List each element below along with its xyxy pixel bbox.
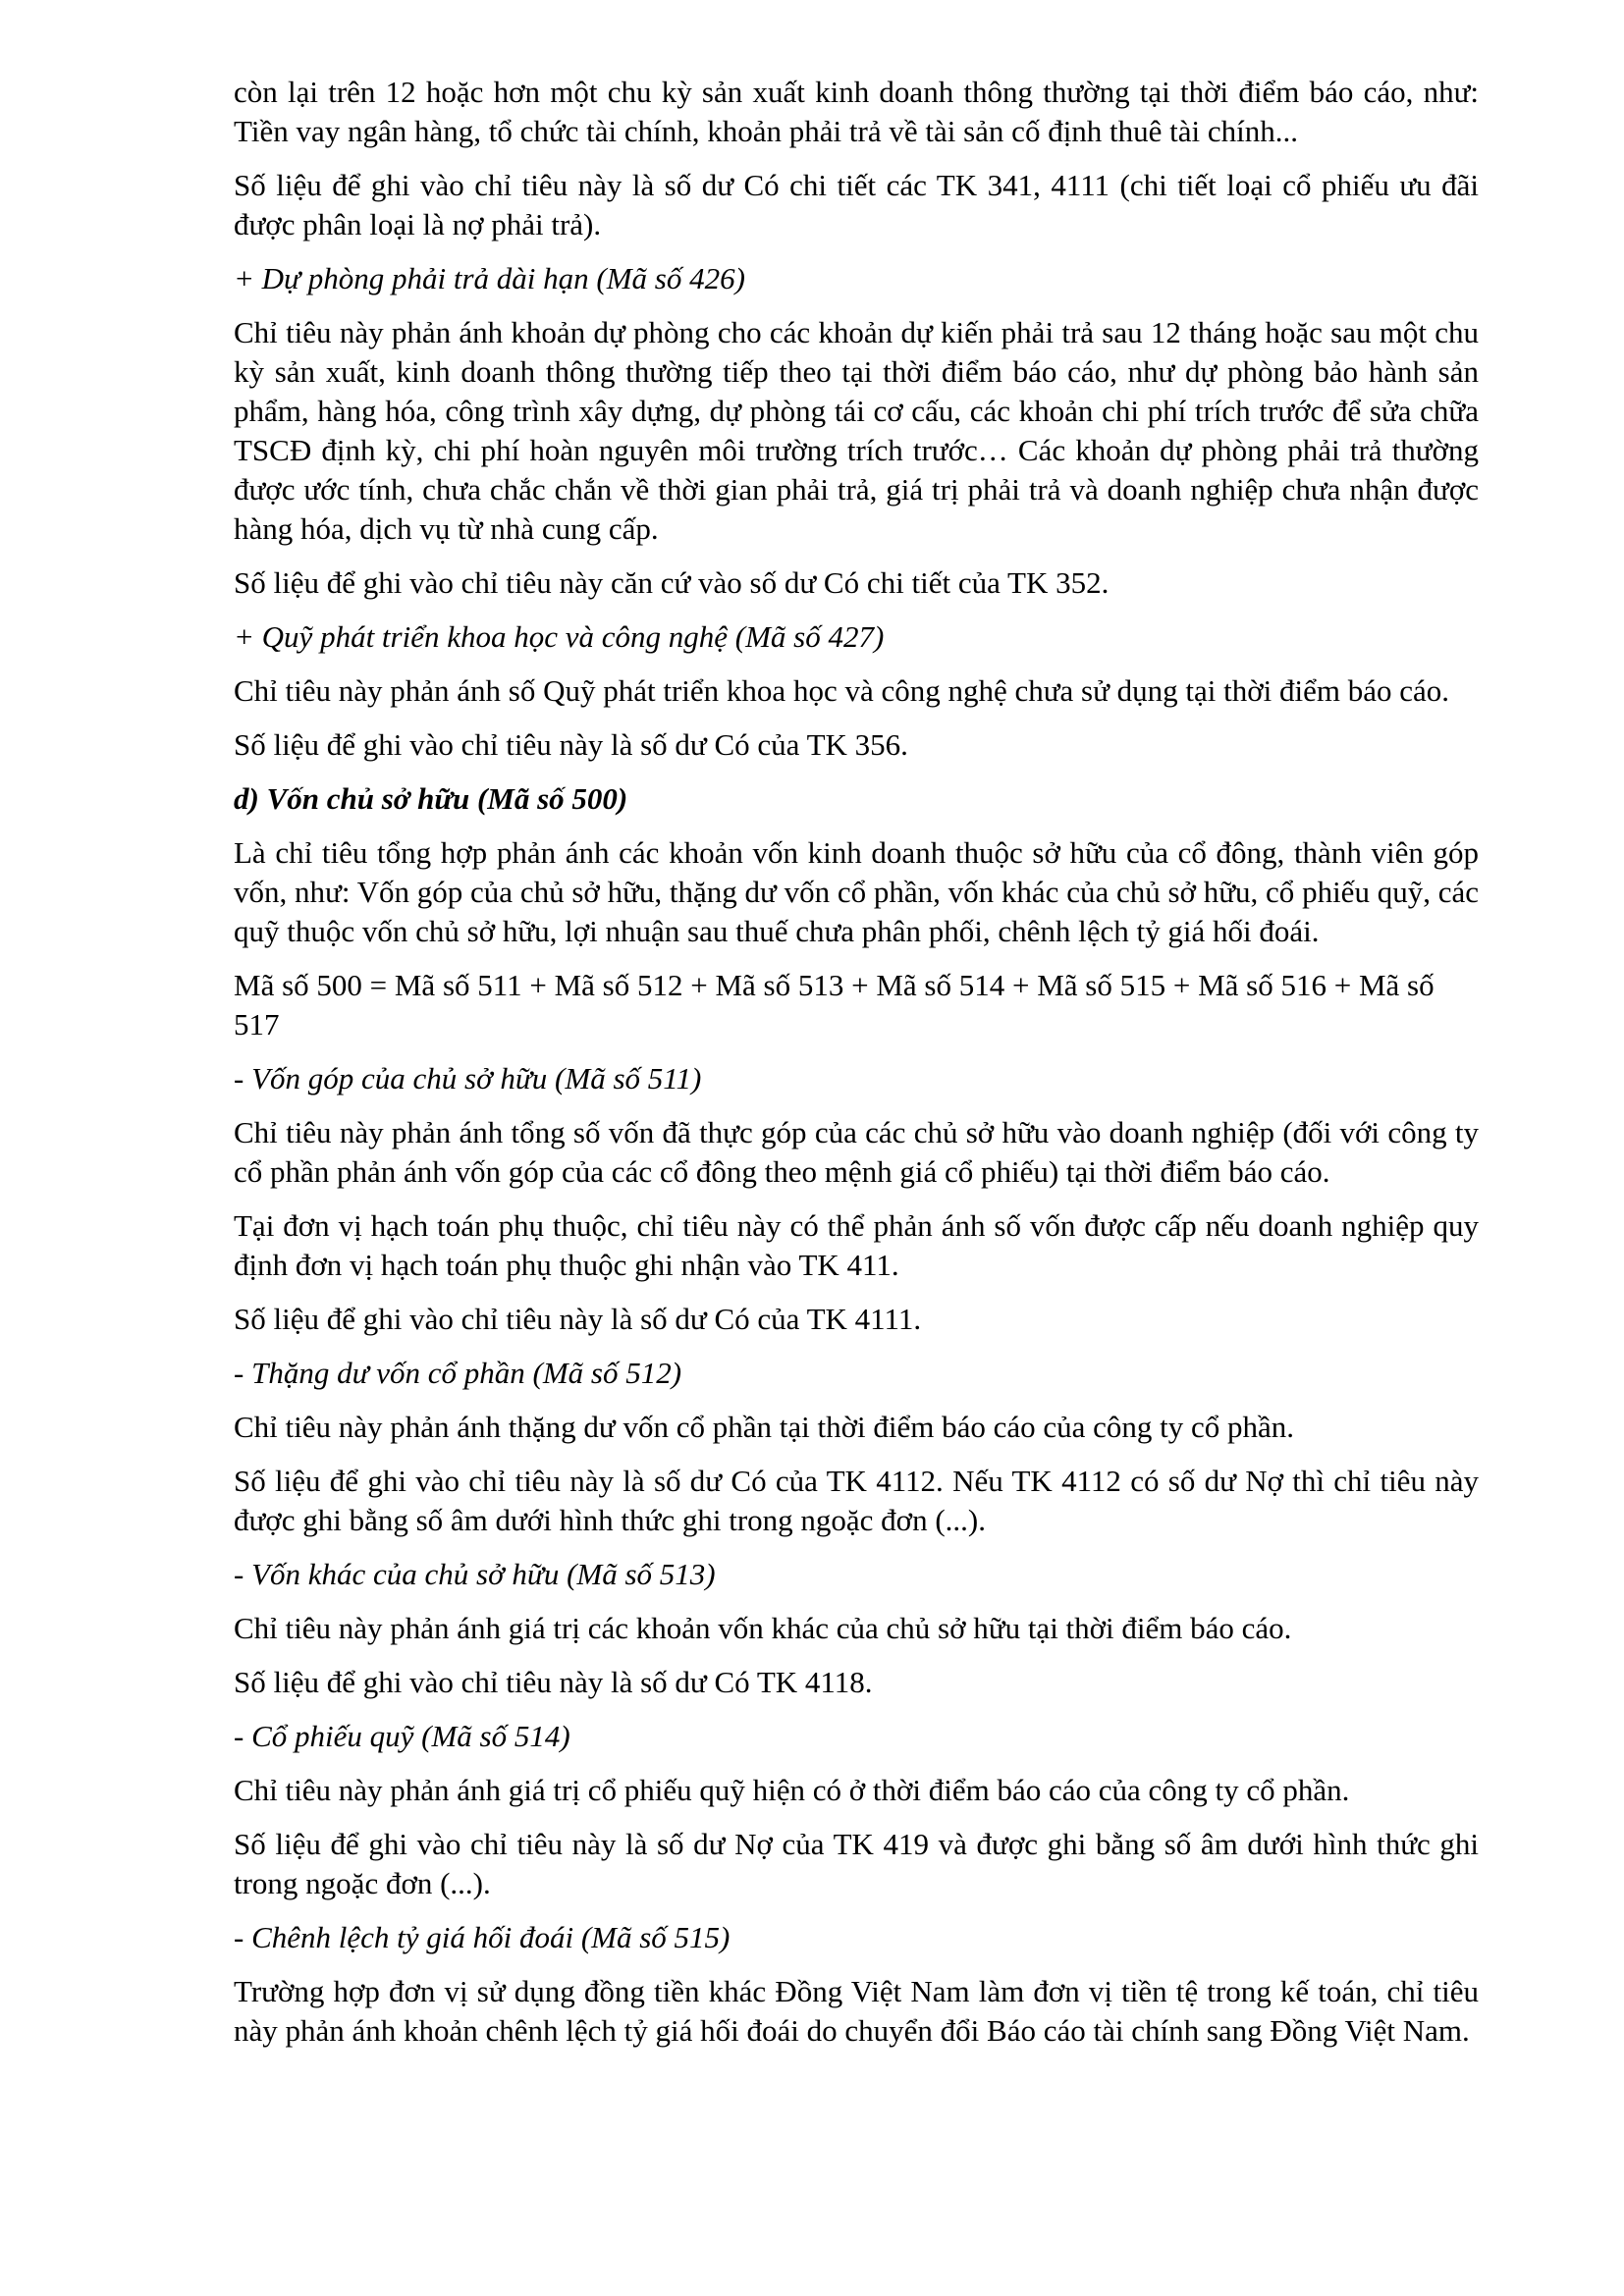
heading-share-premium-512: - Thặng dư vốn cổ phần (Mã số 512)	[234, 1356, 682, 1390]
heading-other-owner-capital-513: - Vốn khác của chủ sở hữu (Mã số 513)	[234, 1557, 716, 1591]
paragraph-data-source-4112: Số liệu để ghi vào chỉ tiêu này là số dư Có của TK 4112. Nếu TK 4112 có số dư Nợ thì chỉ tiêu này được ghi bằng số âm dưới hình thức ghi trong ngoặc đơn (...).	[234, 1464, 1479, 1537]
paragraph-provisions-description: Chỉ tiêu này phản ánh khoản dự phòng cho các khoản dự kiến phải trả sau 12 tháng hoặc sau một chu kỳ sản xuất, kinh doanh thông thường tiếp theo tại thời điểm báo cáo, như dự phòng bảo hành sản phẩm, hàng hóa, công trình xây dựng, dự phòng tái cơ cấu, các khoản chi phí trích trước để sửa chữa TSCĐ định kỳ, chi phí hoàn nguyên môi trường trích trước… Các khoản dự phòng phải trả thường được ước tính, chưa chắc chắn về thời gian phải trả, giá trị phải trả và doanh nghiệp chưa nhận được hàng hóa, dịch vụ từ nhà cung cấp.	[234, 315, 1479, 546]
paragraph-long-term-borrowings-cont: còn lại trên 12 hoặc hơn một chu kỳ sản xuất kinh doanh thông thường tại thời điểm báo cáo, như: Tiền vay ngân hàng, tổ chức tài chính, khoản phải trả về tài sản cố định thuê tài chính...	[234, 75, 1479, 148]
paragraph-data-source-341-4111: Số liệu để ghi vào chỉ tiêu này là số dư Có chi tiết các TK 341, 4111 (chi tiết loại cổ phiếu ưu đãi được phân loại là nợ phải trả).	[234, 168, 1479, 241]
paragraph-contributed-capital-description: Chỉ tiêu này phản ánh tổng số vốn đã thực góp của các chủ sở hữu vào doanh nghiệp (đối với công ty cổ phần phản ánh vốn góp của các cổ đông theo mệnh giá cổ phiếu) tại thời điểm báo cáo.	[234, 1115, 1479, 1189]
paragraph-data-source-419: Số liệu để ghi vào chỉ tiêu này là số dư Nợ của TK 419 và được ghi bằng số âm dưới hình thức ghi trong ngoặc đơn (...).	[234, 1827, 1479, 1900]
paragraph-dependent-unit-note: Tại đơn vị hạch toán phụ thuộc, chỉ tiêu này có thể phản ánh số vốn được cấp nếu doanh nghiệp quy định đơn vị hạch toán phụ thuộc ghi nhận vào TK 411.	[234, 1208, 1479, 1282]
paragraph-treasury-shares-description: Chỉ tiêu này phản ánh giá trị cổ phiếu quỹ hiện có ở thời điểm báo cáo của công ty cổ phần.	[234, 1773, 1350, 1807]
paragraph-data-source-352: Số liệu để ghi vào chỉ tiêu này căn cứ vào số dư Có chi tiết của TK 352.	[234, 565, 1110, 600]
paragraph-data-source-4118: Số liệu để ghi vào chỉ tiêu này là số dư Có TK 4118.	[234, 1665, 873, 1699]
heading-science-technology-fund-427: + Quỹ phát triển khoa học và công nghệ (Mã số 427)	[234, 619, 885, 654]
paragraph-other-capital-description: Chỉ tiêu này phản ánh giá trị các khoản vốn khác của chủ sở hữu tại thời điểm báo cáo.	[234, 1611, 1292, 1645]
paragraph-formula-500: Mã số 500 = Mã số 511 + Mã số 512 + Mã số 513 + Mã số 514 + Mã số 515 + Mã số 516 + Mã số 517	[234, 968, 1435, 1041]
heading-contributed-capital-511: - Vốn góp của chủ sở hữu (Mã số 511)	[234, 1061, 702, 1095]
paragraph-science-fund-description: Chỉ tiêu này phản ánh số Quỹ phát triển khoa học và công nghệ chưa sử dụng tại thời điểm báo cáo.	[234, 673, 1450, 708]
paragraph-share-premium-description: Chỉ tiêu này phản ánh thặng dư vốn cổ phần tại thời điểm báo cáo của công ty cổ phần.	[234, 1410, 1295, 1444]
paragraph-data-source-356: Số liệu để ghi vào chỉ tiêu này là số dư Có của TK 356.	[234, 727, 908, 762]
paragraph-exchange-differences-description: Trường hợp đơn vị sử dụng đồng tiền khác Đồng Việt Nam làm đơn vị tiền tệ trong kế toán, chỉ tiêu này phản ánh khoản chênh lệch tỷ giá hối đoái do chuyển đổi Báo cáo tài chính sang Đồng Việt Nam.	[234, 1974, 1479, 2048]
heading-owners-equity-500: d) Vốn chủ sở hữu (Mã số 500)	[234, 781, 628, 816]
heading-treasury-shares-514: - Cổ phiếu quỹ (Mã số 514)	[234, 1719, 570, 1753]
paragraph-owners-equity-description: Là chỉ tiêu tổng hợp phản ánh các khoản vốn kinh doanh thuộc sở hữu của cổ đông, thành viên góp vốn, như: Vốn góp của chủ sở hữu, thặng dư vốn cổ phần, vốn khác của chủ sở hữu, cổ phiếu quỹ, các quỹ thuộc vốn chủ sở hữu, lợi nhuận sau thuế chưa phân phối, chênh lệch tỷ giá hối đoái.	[234, 835, 1479, 948]
document-page	[234, 73, 1479, 2065]
heading-exchange-differences-515: - Chênh lệch tỷ giá hối đoái (Mã số 515)	[234, 1920, 731, 1954]
paragraph-data-source-4111: Số liệu để ghi vào chỉ tiêu này là số dư Có của TK 4111.	[234, 1302, 922, 1336]
heading-long-term-provisions-426: + Dự phòng phải trả dài hạn (Mã số 426)	[234, 261, 745, 295]
